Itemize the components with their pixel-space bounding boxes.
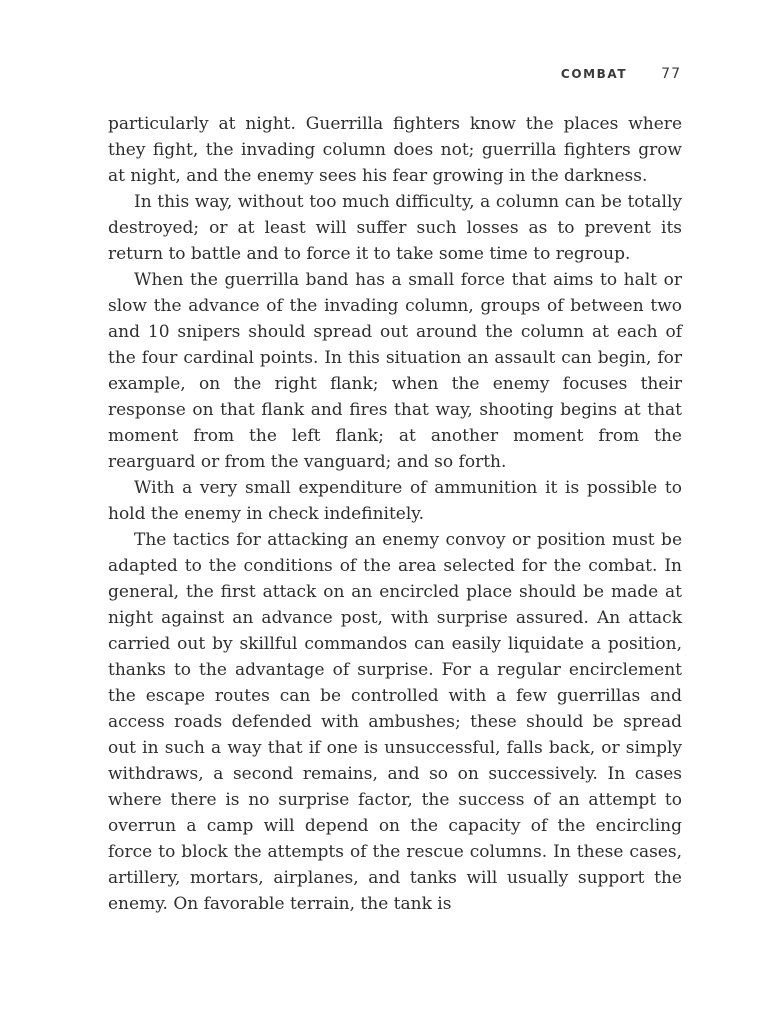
section-title: COMBAT bbox=[560, 67, 628, 81]
paragraph: particularly at night. Guerrilla fighters know the places where they fight, the invading column does not; guerrilla fighters grow at night, and the enemy sees his fear growing in the darkness. bbox=[108, 114, 682, 186]
page-number: 77 bbox=[661, 66, 681, 82]
body-text bbox=[108, 111, 682, 917]
paragraph: In this way, without too much difficulty, a column can be totally destroyed; or at least will suffer such losses as to prevent its return to battle and to force it to take some time to regroup. bbox=[108, 192, 682, 264]
paragraph: When the guerrilla band has a small force that aims to halt or slow the advance of the invading column, groups of between two and 10 snipers should spread out around the column at each of the four cardinal points. In this situation an assault can begin, for example, on the right flank; when the enemy focuses their response on that flank and fires that way, shooting begins at that moment from the left flank; at another moment from the rearguard or from the vanguard; and so forth. bbox=[108, 270, 682, 472]
paragraph: The tactics for attacking an enemy convoy or position must be adapted to the conditions of the area selected for the combat. In general, the first attack on an encircled place should be made at night against an advance post, with surprise assured. An attack carried out by skillful commandos can easily liquidate a position, thanks to the advantage of surprise. For a regular encirclement the escape routes can be controlled with a few guerrillas and access roads defended with ambushes; these should be spread out in such a way that if one is unsuccessful, falls back, or simply withdraws, a second remains, and so on successively. In cases where there is no surprise factor, the success of an attempt to overrun a camp will depend on the capacity of the encircling force to block the attempts of the rescue columns. In these cases, artillery, mortars, airplanes, and tanks will usually support the enemy. On favorable terrain, the tank is bbox=[108, 530, 682, 914]
running-head bbox=[561, 66, 681, 82]
paragraph: With a very small expenditure of ammunition it is possible to hold the enemy in check indefinitely. bbox=[108, 478, 682, 524]
